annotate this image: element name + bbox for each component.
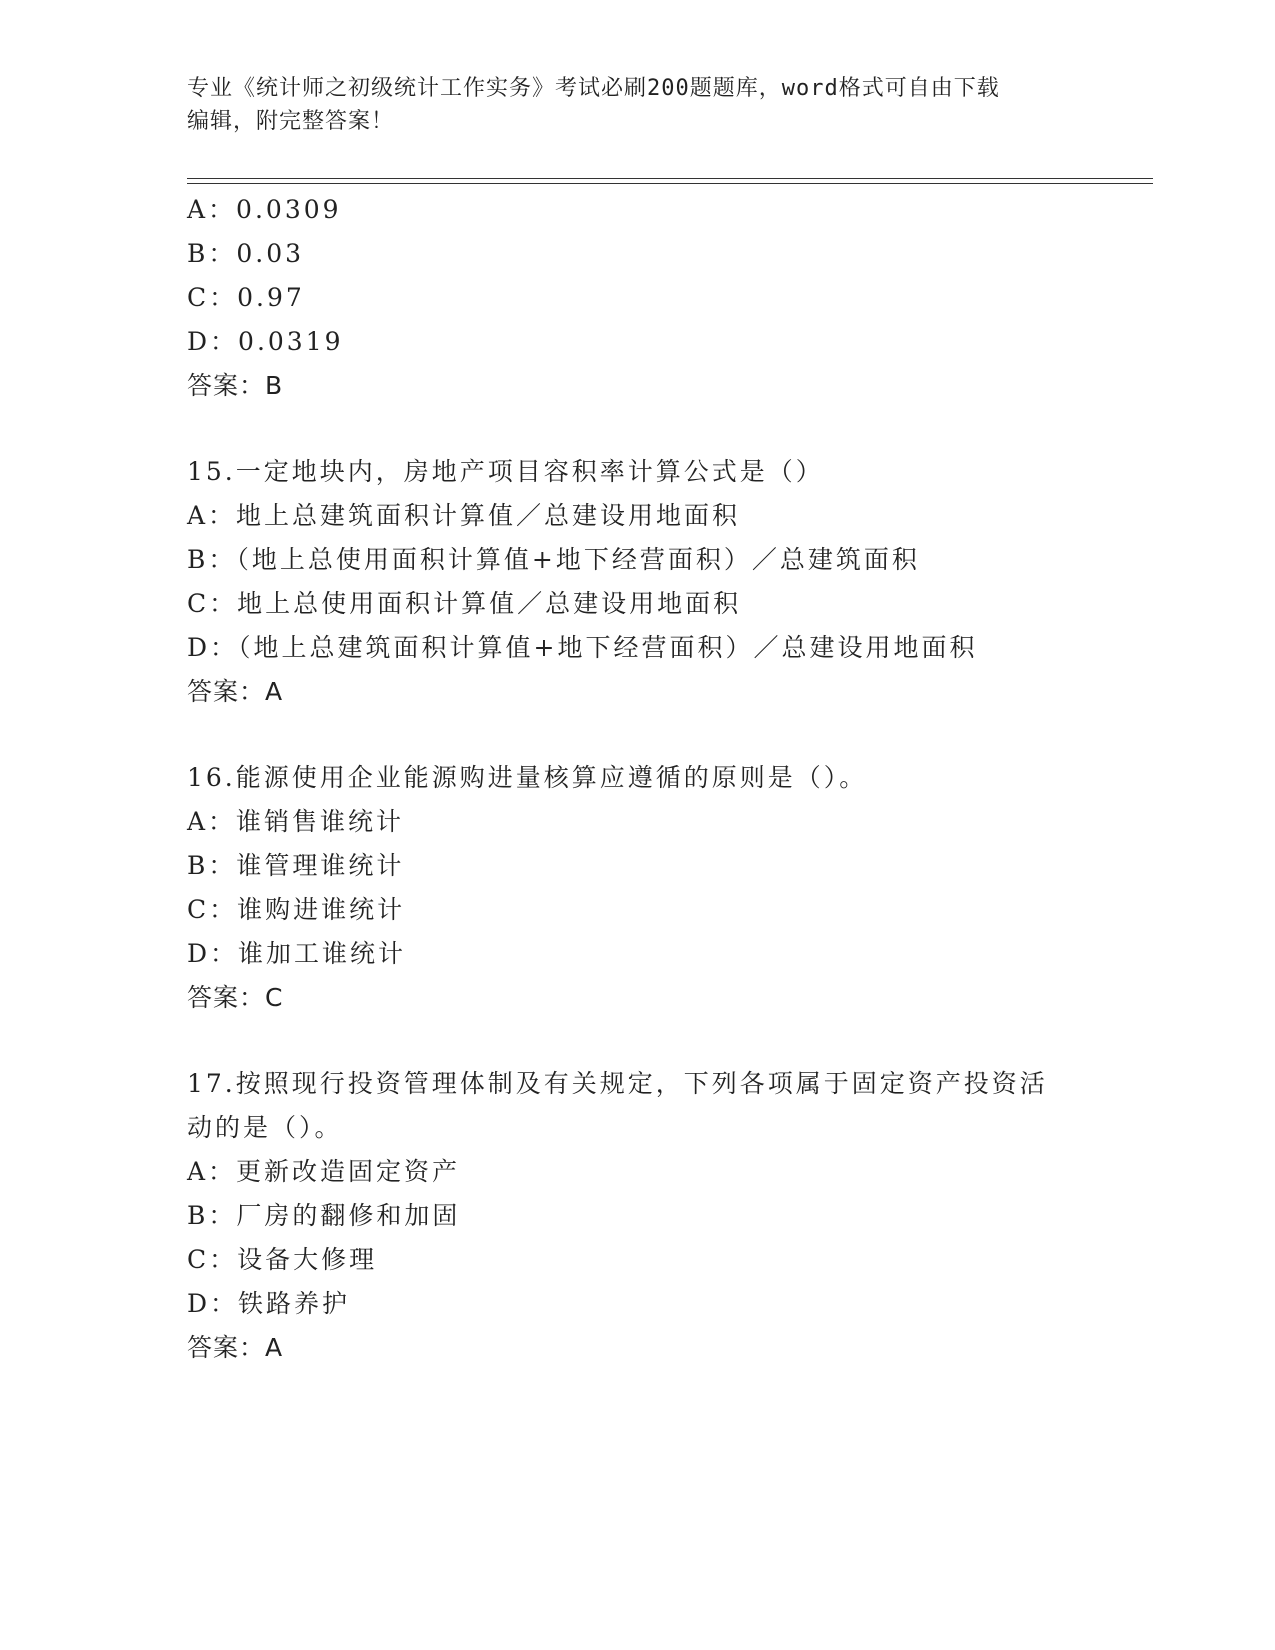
option-d: D：0.0319 [187,327,344,356]
answer: 答案：B [187,371,284,400]
question-16-option-b: B：谁管理谁统计 [187,851,405,880]
question-17-text-continued: 动的是（）。 [187,1113,343,1142]
question-15-option-a: A：地上总建筑面积计算值／总建设用地面积 [187,501,741,530]
question-16-text: 16.能源使用企业能源购进量核算应遵循的原则是（）。 [187,763,868,792]
question-15-answer: 答案：A [187,677,284,706]
question-15-option-c: C：地上总使用面积计算值／总建设用地面积 [187,589,742,618]
document-header [187,72,1087,138]
question-17-answer: 答案：A [187,1333,284,1362]
question-16-option-a: A：谁销售谁统计 [187,807,405,836]
question-16-option-c: C：谁购进谁统计 [187,895,406,924]
question-16-option-d: D：谁加工谁统计 [187,939,407,968]
question-17-option-a: A：更新改造固定资产 [187,1157,461,1186]
option-c: C：0.97 [187,283,305,312]
option-a: A：0.0309 [187,195,342,224]
option-b: B：0.03 [187,239,305,268]
question-17-option-b: B：厂房的翻修和加固 [187,1201,461,1230]
question-15-text: 15.一定地块内，房地产项目容积率计算公式是（） [187,457,824,486]
question-15-option-b: B：（地上总使用面积计算值+地下经营面积）／总建筑面积 [187,545,920,574]
question-16-answer: 答案：C [187,983,284,1012]
question-17-text: 17.按照现行投资管理体制及有关规定，下列各项属于固定资产投资活 [187,1069,1048,1098]
header-divider-bottom [187,183,1153,184]
header-line-2: 编辑，附完整答案！ [187,109,395,134]
question-17-option-d: D：铁路养护 [187,1289,351,1318]
question-17-option-c: C：设备大修理 [187,1245,378,1274]
header-divider-top [187,178,1153,179]
question-15-option-d: D：（地上总建筑面积计算值+地下经营面积）／总建设用地面积 [187,633,978,662]
header-line-1: 专业《统计师之初级统计工作实务》考试必刷200题题库，word格式可自由下载 [187,76,1000,101]
